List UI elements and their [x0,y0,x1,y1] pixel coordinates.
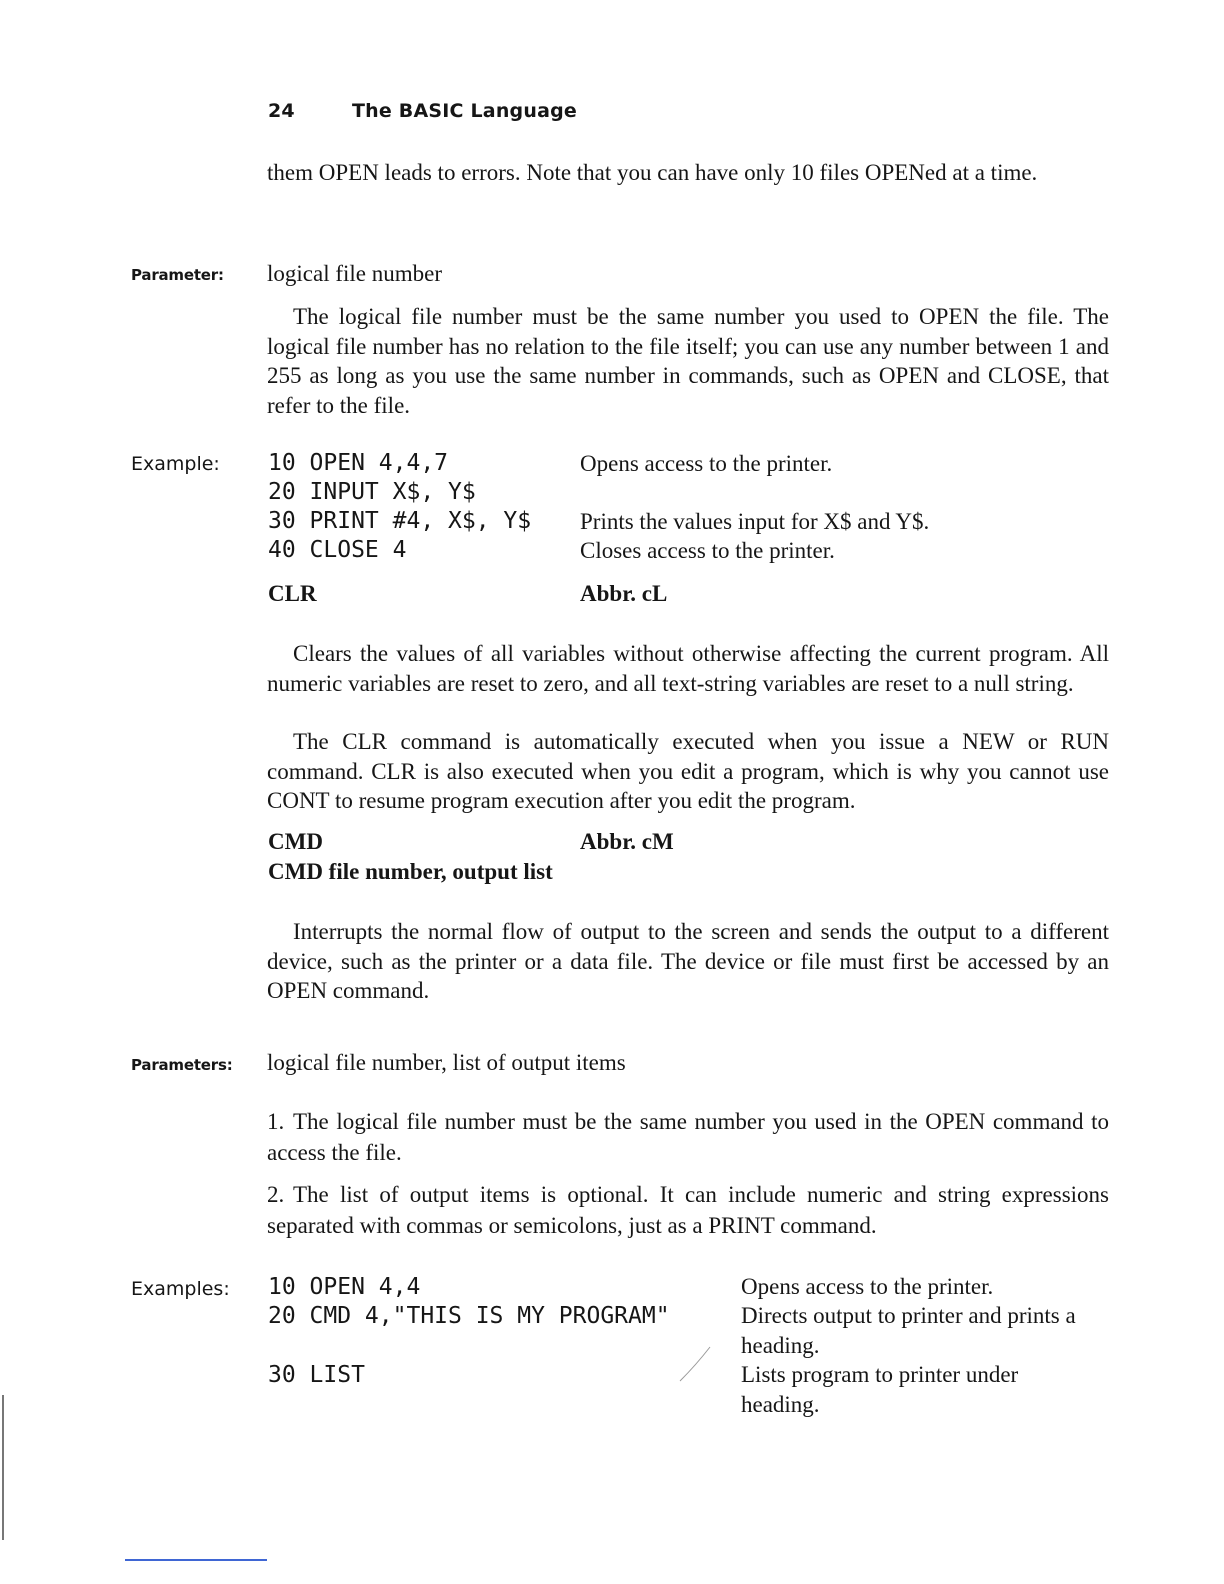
code-comment: Closes access to the printer. [580,538,835,563]
code-comment: Opens access to the printer. [741,1274,994,1299]
clr-paragraph-2: The CLR command is automatically executed when you issue a NEW or RUN command. CLR is also executed when you edit a program, which is why you cannot use CONT to resume program execution after you edit the program. [267,729,1109,813]
footer-rule [125,1559,267,1561]
code-line: 30 LIST [268,1362,365,1388]
cmd-abbreviation: Abbr. cM [580,829,674,854]
code-line: 30 PRINT #4, X$, Y$ [268,508,532,534]
clr-abbreviation: Abbr. cL [580,581,668,606]
code-comment: Lists program to printer under heading. [741,1362,1019,1417]
clr-keyword: CLR [268,581,317,606]
parameters-text: logical file number, list of output items [267,1050,626,1075]
code-comment: Directs output to printer and prints a heading. [741,1303,1076,1358]
code-line: 20 CMD 4,"THIS IS MY PROGRAM" [268,1303,670,1329]
clr-paragraph-1: Clears the values of all variables without otherwise affecting the current program. All numeric variables are reset to zero, and all text-string variables are reset to a null string. [267,641,1109,696]
list-item-number: 1. [267,1109,285,1134]
code-line: 40 CLOSE 4 [268,537,407,563]
examples-label: Examples: [131,1278,230,1300]
page-number: 24 [268,100,295,122]
list-item-text: The logical file number must be the same number you used in the OPEN command to access the file. [267,1109,1109,1165]
pencil-mark [676,1345,712,1385]
code-line: 20 INPUT X$, Y$ [268,479,476,505]
cmd-syntax: CMD file number, output list [268,859,553,884]
parameter-text: logical file number [267,261,442,286]
list-item-number: 2. [267,1182,285,1207]
example-label: Example: [131,453,220,475]
code-line: 10 OPEN 4,4,7 [268,450,449,476]
code-line: 10 OPEN 4,4 [268,1274,421,1300]
cmd-description: Interrupts the normal flow of output to the screen and sends the output to a different device, such as the printer or a data file. The device or file must first be accessed by an OPEN command. [267,919,1109,1003]
scan-edge-mark [2,1395,4,1540]
parameter-label: Parameter: [131,266,224,284]
parameters-label: Parameters: [131,1056,233,1074]
code-comment: Prints the values input for X$ and Y$. [580,509,930,534]
list-item [267,1106,1109,1168]
cmd-keyword: CMD [268,829,323,854]
list-item [267,1179,1109,1241]
code-comment: Opens access to the printer. [580,451,833,476]
list-item-text: The list of output items is optional. It can include numeric and string expressions separated with commas or semicolons, just as a PRINT command. [267,1182,1109,1238]
intro-paragraph: them OPEN leads to errors. Note that you can have only 10 files OPENed at a time. [267,160,1038,185]
page-header [268,100,577,122]
chapter-title: The BASIC Language [352,100,577,122]
parameter-description: The logical file number must be the same number you used to OPEN the file. The logical file number has no relation to the file itself; you can use any number between 1 and 255 as long as you use the same number in commands, such as OPEN and CLOSE, that refer to the file. [267,304,1109,418]
